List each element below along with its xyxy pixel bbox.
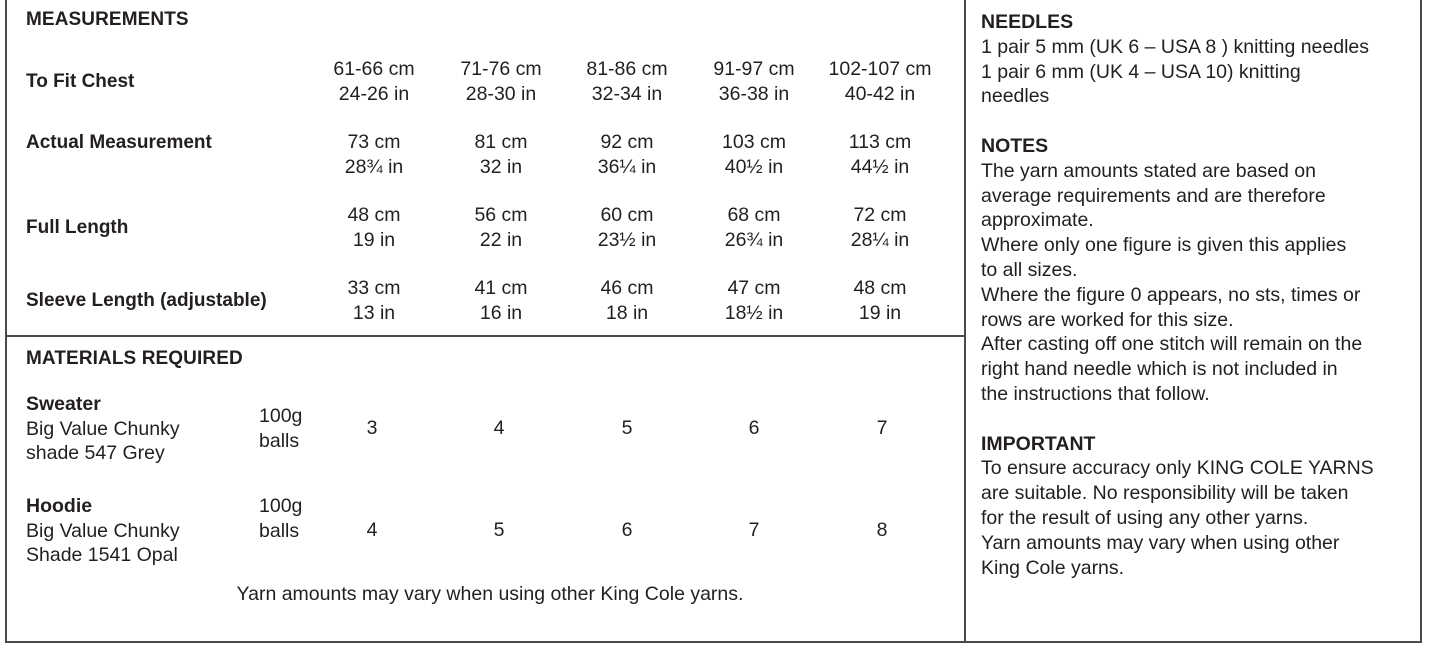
- measurement-cell: 33 cm 13 in: [347, 277, 401, 324]
- measurement-cell: 71-76 cm 28-30 in: [460, 58, 542, 105]
- needles-heading: NEEDLES: [981, 11, 1074, 33]
- needles-line: 1 pair 6 mm (UK 4 – USA 10) knitting: [981, 60, 1301, 83]
- row-label-to-fit-chest: To Fit Chest: [26, 71, 135, 92]
- notes-line: After casting off one stitch will remain on the: [981, 333, 1363, 356]
- important-line: To ensure accuracy only KING COLE YARNS: [981, 457, 1374, 480]
- measurement-cell: 102-107 cm 40-42 in: [828, 58, 932, 105]
- quantity-cell: 4: [366, 519, 378, 541]
- notes-line: Where only one figure is given this applies: [981, 234, 1347, 257]
- quantity-cell: 5: [621, 417, 633, 439]
- material-name: Hoodie: [26, 495, 93, 517]
- measurement-cell: 113 cm 44½ in: [848, 131, 912, 178]
- column-divider: [964, 0, 966, 643]
- bottom-border: [5, 641, 1422, 643]
- important-line: for the result of using any other yarns.: [981, 506, 1309, 529]
- material-item-sweater: [26, 392, 180, 466]
- measurement-cell: 92 cm 36¼ in: [597, 131, 657, 178]
- section-divider: [5, 335, 966, 337]
- quantity-cell: 6: [748, 417, 760, 439]
- row-label-full-length: Full Length: [26, 217, 129, 238]
- measurement-cell: 41 cm 16 in: [474, 277, 528, 324]
- notes-line: to all sizes.: [981, 258, 1078, 281]
- quantity-cell: 7: [748, 519, 760, 541]
- quantity-cell: 8: [876, 519, 888, 541]
- notes-line: approximate.: [981, 209, 1094, 232]
- notes-line: Where the figure 0 appears, no sts, times or: [981, 283, 1361, 306]
- left-border: [5, 0, 7, 643]
- measurement-cell: 81 cm 32 in: [474, 131, 528, 178]
- row-label-actual-measurement: Actual Measurement: [26, 132, 212, 153]
- quantity-cell: 5: [493, 519, 505, 541]
- important-heading: IMPORTANT: [981, 432, 1096, 455]
- measurement-cell: 72 cm 28¼ in: [850, 204, 910, 251]
- measurement-cell: 46 cm 18 in: [600, 277, 654, 324]
- info-column: [981, 10, 1416, 580]
- material-yarn: Big Value Chunky: [26, 417, 180, 440]
- measurement-cell: 56 cm 22 in: [474, 204, 528, 251]
- notes-line: rows are worked for this size.: [981, 308, 1234, 331]
- important-line: Yarn amounts may vary when using other: [981, 531, 1340, 554]
- material-yarn: Big Value Chunky: [26, 519, 180, 542]
- measurement-cell: 48 cm 19 in: [853, 277, 907, 324]
- notes-section: [981, 134, 1416, 407]
- quantity-cell: 6: [621, 519, 633, 541]
- spacer: [981, 407, 1416, 432]
- measurement-cell: 61-66 cm 24-26 in: [333, 58, 415, 105]
- measurement-cell: 68 cm 26¾ in: [724, 204, 784, 251]
- measurements-heading: MEASUREMENTS: [26, 9, 189, 30]
- right-border: [1420, 0, 1422, 643]
- notes-line: average requirements and are therefore: [981, 184, 1326, 207]
- measurement-cell: 60 cm 23½ in: [597, 204, 657, 251]
- important-line: King Cole yarns.: [981, 556, 1125, 579]
- yarn-footnote: Yarn amounts may vary when using other King Cole yarns.: [236, 583, 744, 605]
- important-line: are suitable. No responsibility will be taken: [981, 482, 1349, 505]
- notes-line: the instructions that follow.: [981, 382, 1210, 405]
- material-name: Sweater: [26, 393, 101, 415]
- row-label-sleeve-length: Sleeve Length (adjustable): [26, 290, 267, 311]
- material-shade: Shade 1541 Opal: [26, 544, 178, 566]
- spacer: [981, 109, 1416, 134]
- measurement-cell: 81-86 cm 32-34 in: [586, 58, 668, 105]
- needles-line: needles: [981, 85, 1050, 108]
- quantity-cell: 4: [493, 417, 505, 439]
- measurement-cell: 103 cm 40½ in: [722, 131, 786, 178]
- quantity-cell: 7: [876, 417, 888, 439]
- material-unit: 100g balls: [259, 405, 303, 452]
- important-section: [981, 432, 1416, 581]
- measurement-cell: 47 cm 18½ in: [724, 277, 784, 324]
- measurement-cell: 73 cm 28¾ in: [344, 131, 404, 178]
- material-shade: shade 547 Grey: [26, 442, 165, 464]
- measurement-cell: 91-97 cm 36-38 in: [713, 58, 795, 105]
- notes-line: The yarn amounts stated are based on: [981, 159, 1316, 182]
- materials-heading: MATERIALS REQUIRED: [26, 348, 243, 369]
- material-item-hoodie: [26, 494, 180, 568]
- notes-heading: NOTES: [981, 134, 1049, 157]
- needles-line: 1 pair 5 mm (UK 6 – USA 8 ) knitting needles: [981, 35, 1370, 58]
- measurement-cell: 48 cm 19 in: [347, 204, 401, 251]
- needles-section: [981, 10, 1416, 109]
- quantity-cell: 3: [366, 417, 378, 439]
- notes-line: right hand needle which is not included in: [981, 358, 1338, 381]
- material-unit: 100g balls: [259, 495, 303, 542]
